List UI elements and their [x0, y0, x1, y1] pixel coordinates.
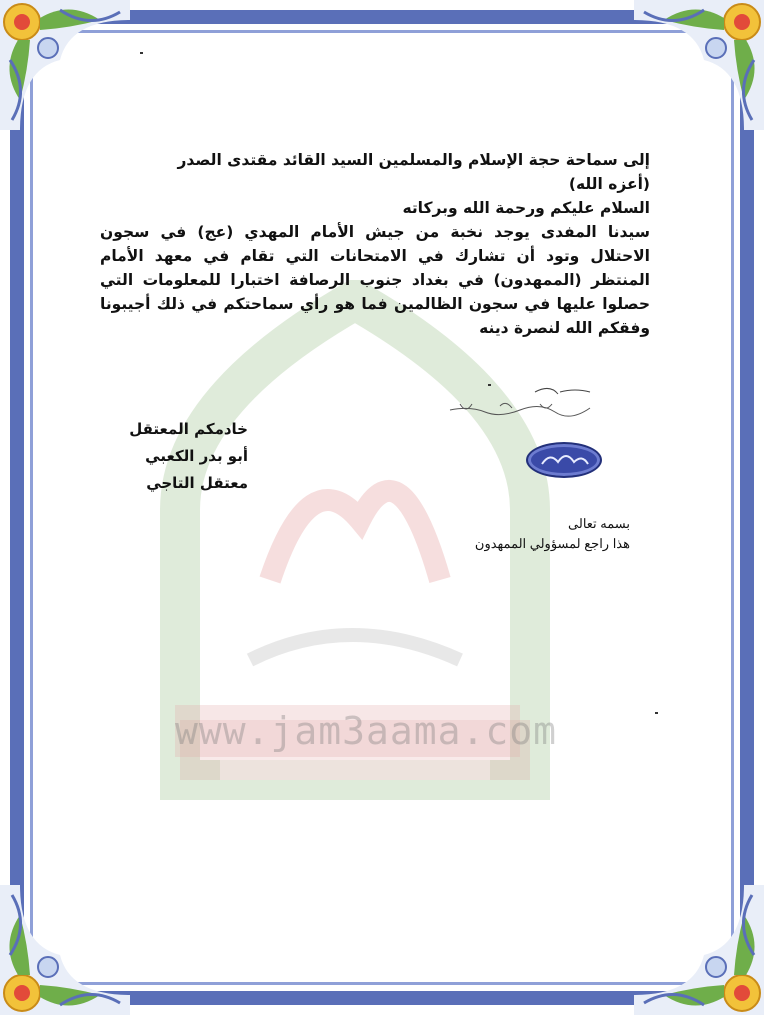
signature-line-3: معتقل التاجي	[146, 474, 248, 492]
speck-mark	[655, 712, 658, 714]
floral-corner-icon	[0, 0, 130, 130]
signature-line-1: خادمكم المعتقل	[129, 420, 248, 438]
signature-block	[108, 416, 248, 497]
letter-body	[100, 148, 650, 340]
letter-greeting: السلام عليكم ورحمة الله وبركاته	[402, 199, 650, 217]
reply-line-1: بسمه تعالى	[568, 516, 630, 531]
signature-line-2: أبو بدر الكعبي	[145, 447, 248, 465]
speck-mark	[140, 52, 143, 54]
reply-note	[440, 514, 630, 554]
floral-corner-icon	[0, 885, 130, 1015]
reply-line-2: هذا راجع لمسؤولي الممهدون	[474, 536, 630, 551]
letter-honorific: (أعزه الله)	[568, 175, 650, 193]
handwritten-annotation-icon	[440, 380, 600, 420]
speck-mark	[488, 384, 491, 386]
official-stamp-icon	[526, 442, 602, 478]
letter-addressee: إلى سماحة حجة الإسلام والمسلمين السيد القائد مقتدى الصدر	[177, 151, 650, 169]
floral-corner-icon	[634, 885, 764, 1015]
floral-corner-icon	[634, 0, 764, 130]
letter-paragraph: سيدنا المفدى يوجد نخبة من جيش الأمام المهدي (عج) في سجون الاحتلال وتود أن تشارك في الامتحانات التي تقام في معهد الأمام المنتظر (الممهدون) في بغداد جنوب الرصافة اختبارا للمعلومات التي حصلوا عليها في سجون الظالمين فما هو رأي سماحتكم في ذلك أجيبونا وفقكم الله لنصرة دينه	[100, 223, 650, 337]
watermark-site-text: www.jam3aama.com	[175, 705, 520, 757]
